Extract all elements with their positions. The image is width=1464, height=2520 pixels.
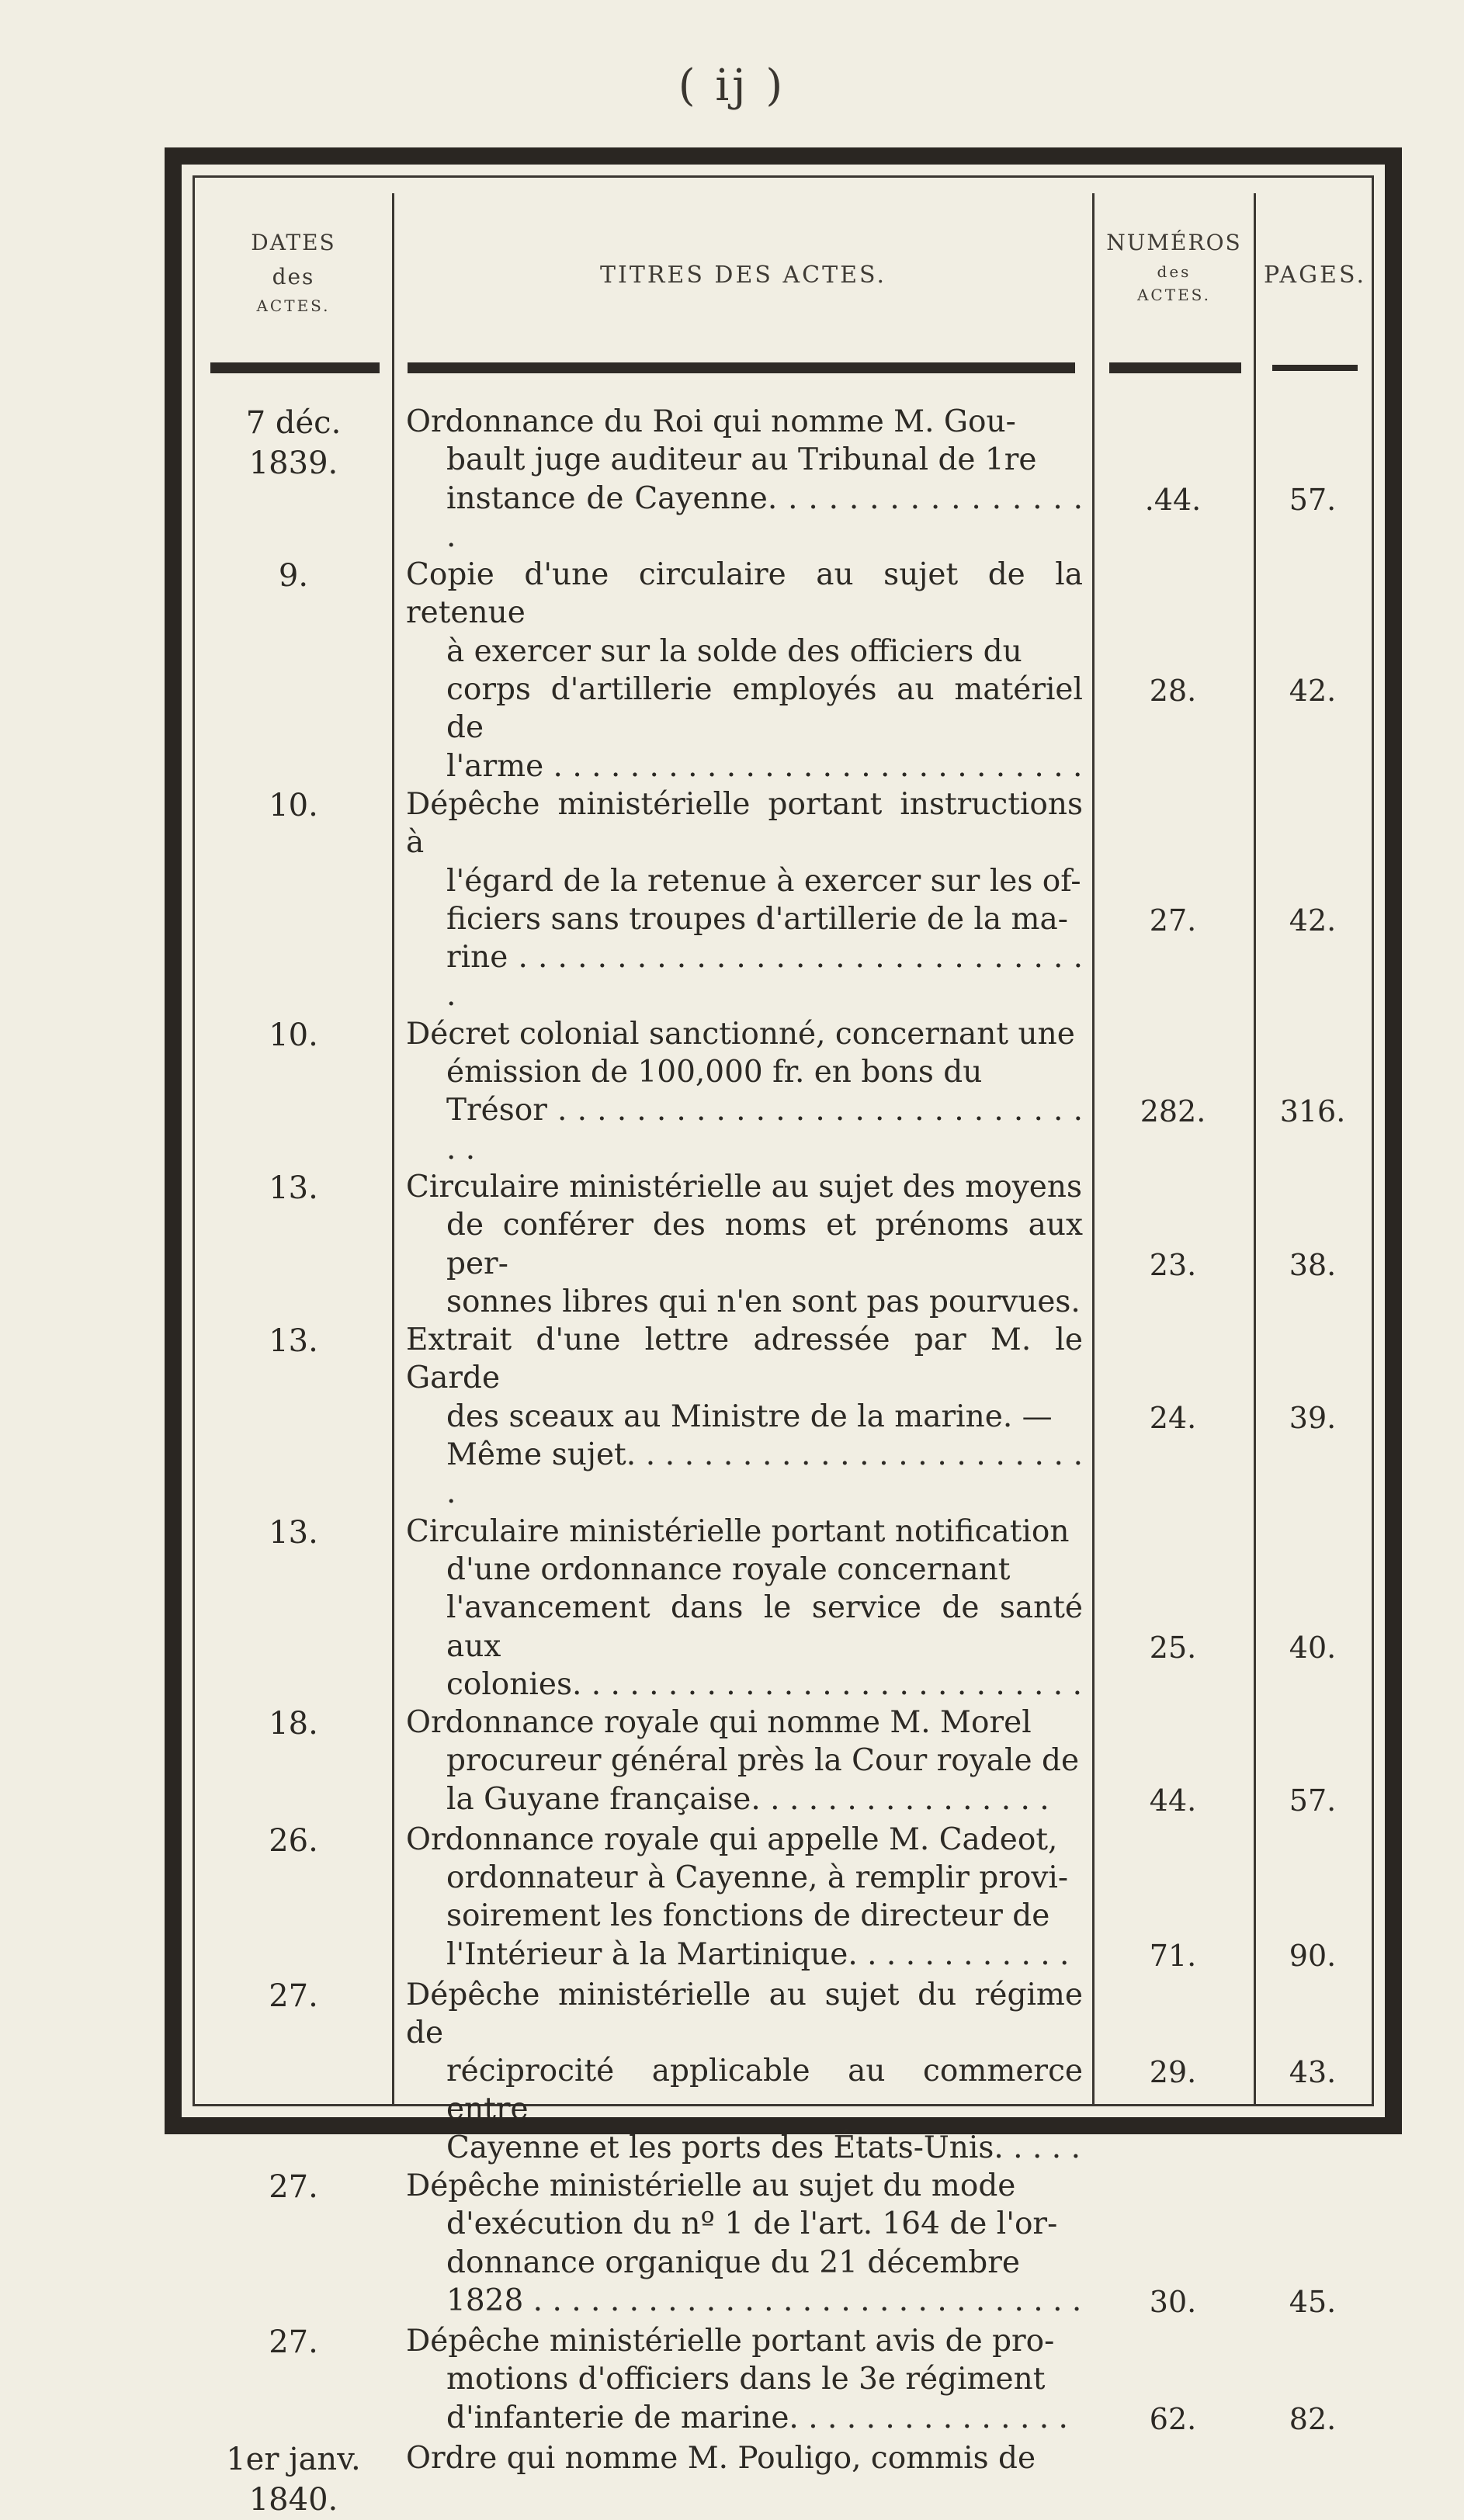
page-ref-value: 42.: [1289, 674, 1337, 709]
act-date: [195, 1015, 392, 1055]
act-date-line: 13.: [269, 1514, 318, 1551]
act-date: [195, 403, 392, 484]
act-title: [392, 1704, 1092, 1818]
act-title-line: Circulaire ministérielle portant notification: [406, 1513, 1070, 1549]
act-date-line: 7 déc.: [245, 405, 342, 441]
act-title-line: l'arme . . . . . . . . . . . . . . . . . . . . . . . . . . . .: [446, 748, 1083, 784]
header-dates-line: ACTES.: [256, 296, 331, 315]
act-date: [195, 1321, 392, 1361]
act-number-value: 30.: [1149, 2284, 1197, 2319]
act-title-line: Dépêche ministérielle portant instructions à: [406, 786, 1083, 861]
page-ref: [1254, 1976, 1372, 2093]
table-body: [195, 403, 1372, 2520]
act-number-value: .44.: [1144, 482, 1202, 517]
act-date-line: 1er janv.: [226, 2441, 361, 2477]
table-row: [195, 2439, 1372, 2520]
page-ref-value: 45.: [1289, 2284, 1337, 2319]
act-title-line: réciprocité applicable au commerce entre: [446, 2054, 1083, 2127]
act-number-value: 71.: [1149, 1938, 1197, 1973]
act-number: [1092, 1321, 1254, 1438]
act-date: [195, 1513, 392, 1553]
act-title: [392, 1513, 1092, 1704]
page-ref: [1254, 1015, 1372, 1132]
act-title-line: procureur général près la Cour royale de: [446, 1743, 1080, 1779]
page-ref-value: 38.: [1289, 1247, 1337, 1282]
act-title: [392, 1168, 1092, 1321]
page-ref: [1254, 2167, 1372, 2322]
table-row: [195, 1821, 1372, 1976]
act-title-line: Circulaire ministérielle au sujet des moyens: [406, 1169, 1082, 1205]
act-date-line: 13.: [269, 1323, 318, 1360]
header-dates-line: des: [272, 264, 315, 289]
table-row: [195, 1976, 1372, 2167]
act-number: [1092, 1513, 1254, 1668]
act-title: [392, 2322, 1092, 2437]
act-title-line: l'avancement dans le service de santé aux: [446, 1590, 1083, 1664]
table-inner: [193, 175, 1374, 2518]
act-date: [195, 2167, 392, 2207]
act-title-line: à exercer sur la solde des officiers du: [446, 633, 1022, 669]
page-ref: [1254, 785, 1372, 941]
act-number: [1092, 1168, 1254, 1285]
header-pages: [1256, 258, 1374, 293]
act-title-line: Ordre qui nomme M. Pouligo, commis de: [406, 2440, 1036, 2476]
act-title-line: Extrait d'une lettre adressée par M. le Garde: [406, 1322, 1083, 1396]
act-title-line: Même sujet. . . . . . . . . . . . . . . . . . . . . . . . .: [446, 1437, 1083, 1511]
act-title-line: d'infanterie de marine. . . . . . . . . . . . . . .: [446, 2400, 1068, 2435]
page-ref: [1254, 556, 1372, 711]
act-number: [1092, 2167, 1254, 2322]
act-title-line: de conférer des noms et prénoms aux per-: [446, 1208, 1083, 1281]
table-row: [195, 1168, 1372, 1321]
act-title-line: l'égard de la retenue à exercer sur les of-: [446, 863, 1081, 899]
table-row: [195, 403, 1372, 556]
table-row: [195, 1513, 1372, 1704]
act-title: [392, 785, 1092, 1015]
act-date-line: 27.: [269, 2169, 318, 2206]
header-dates: [195, 226, 392, 317]
header-separator: [408, 362, 1075, 373]
header-separator: [1109, 362, 1241, 373]
header-numeros-line: NUMÉROS: [1106, 230, 1242, 255]
act-title-line: motions d'officiers dans le 3e régiment: [446, 2362, 1046, 2397]
page-number: ( ij ): [678, 61, 786, 111]
act-title-line: l'Intérieur à la Martinique. . . . . . . . . . . .: [446, 1936, 1070, 1972]
act-number-value: 23.: [1149, 1247, 1197, 1282]
act-number: [1092, 785, 1254, 941]
act-number: [1092, 1704, 1254, 1821]
act-title-line: Cayenne et les ports des États-Unis. . . . .: [446, 2130, 1081, 2165]
page-ref: [1254, 1168, 1372, 1285]
header-separator: [210, 362, 380, 373]
act-title-line: colonies. . . . . . . . . . . . . . . . . . . . . . . . . . .: [446, 1666, 1082, 1702]
act-number-value: 282.: [1140, 1094, 1206, 1129]
act-title-line: émission de 100,000 fr. en bons du: [446, 1055, 983, 1090]
page-ref: [1254, 1321, 1372, 1438]
act-title-line: soirement les fonctions de directeur de: [446, 1898, 1050, 1934]
act-title: [392, 1821, 1092, 1974]
act-title-line: ficiers sans troupes d'artillerie de la ma-: [446, 901, 1068, 937]
page-ref-value: 42.: [1289, 903, 1337, 938]
act-title-line: la Guyane française. . . . . . . . . . . . . . . .: [446, 1781, 1049, 1817]
act-number-value: 44.: [1149, 1783, 1197, 1818]
act-title-line: Dépêche ministérielle au sujet du régime de: [406, 1977, 1083, 2050]
header-titres: [394, 258, 1092, 293]
act-number: [1092, 556, 1254, 711]
act-title-line: bault juge auditeur au Tribunal de 1re: [446, 442, 1037, 478]
table-row: [195, 2167, 1372, 2322]
header-separator: [1272, 365, 1358, 371]
act-number: [1092, 1821, 1254, 1976]
act-date-line: 10.: [269, 787, 318, 823]
page-ref-value: 39.: [1289, 1400, 1337, 1435]
act-title-line: donnance organique du 21 décembre: [446, 2244, 1021, 2280]
act-number: [1092, 1976, 1254, 2093]
act-title: [392, 1321, 1092, 1512]
act-number: [1092, 1015, 1254, 1132]
act-date: [195, 1976, 392, 2016]
act-title-line: Dépêche ministérielle au sujet du mode: [406, 2168, 1016, 2204]
act-title-line: d'exécution du nº 1 de l'art. 164 de l'or-: [446, 2206, 1058, 2242]
page-ref: [1254, 1704, 1372, 1821]
page-ref: [1254, 1513, 1372, 1668]
header-titres-label: TITRES DES ACTES.: [599, 262, 887, 289]
act-title: [392, 556, 1092, 785]
act-title-line: Trésor . . . . . . . . . . . . . . . . . . . . . . . . . . . . .: [446, 1093, 1083, 1166]
page-ref-value: 57.: [1289, 482, 1337, 517]
table-frame: [165, 147, 1402, 2518]
act-number-value: 62.: [1149, 2401, 1197, 2436]
act-date-line: 13.: [269, 1170, 318, 1206]
act-title-line: Décret colonial sanctionné, concernant une: [406, 1016, 1075, 1052]
page-ref: [1254, 1821, 1372, 1976]
page-ref-value: 40.: [1289, 1630, 1337, 1665]
act-date-line: 9.: [278, 558, 309, 594]
act-date: [195, 785, 392, 826]
act-date-line: 1840.: [248, 2481, 338, 2518]
act-number-value: 25.: [1149, 1630, 1197, 1665]
act-number-value: 27.: [1149, 903, 1197, 938]
page-ref-value: 90.: [1289, 1938, 1337, 1973]
act-date-line: 10.: [269, 1017, 318, 1053]
act-date-line: 18.: [269, 1706, 318, 1742]
act-title-line: Ordonnance royale qui nomme M. Morel: [406, 1705, 1032, 1741]
act-title: [392, 2167, 1092, 2320]
table-row: [195, 556, 1372, 785]
act-date: [195, 1704, 392, 1744]
act-title-line: Ordonnance royale qui appelle M. Cadeot,: [406, 1822, 1058, 1857]
act-number-value: 28.: [1149, 674, 1197, 709]
act-title-line: 1828 . . . . . . . . . . . . . . . . . . . . . . . . . . . . .: [446, 2283, 1082, 2318]
header-numeros-line: ACTES.: [1136, 286, 1212, 304]
act-title-line: rine . . . . . . . . . . . . . . . . . . . . . . . . . . . . . .: [446, 940, 1083, 1014]
header-numeros-line: des: [1157, 262, 1192, 281]
act-number-value: 24.: [1149, 1400, 1197, 1435]
act-date-line: 26.: [269, 1822, 318, 1859]
act-title-line: des sceaux au Ministre de la marine. —: [446, 1399, 1053, 1434]
act-date-line: 27.: [269, 1978, 318, 2014]
act-date: [195, 1168, 392, 1208]
act-title-line: Dépêche ministérielle portant avis de pro-: [406, 2323, 1055, 2359]
act-title-line: sonnes libres qui n'en sont pas pourvues.: [446, 1284, 1081, 1319]
act-title-line: corps d'artillerie employés au matériel de: [446, 672, 1083, 746]
act-number-value: 29.: [1149, 2055, 1197, 2090]
act-title: [392, 2439, 1092, 2477]
header-numeros: [1095, 226, 1254, 307]
act-date: [195, 2322, 392, 2362]
act-title: [392, 403, 1092, 556]
act-title: [392, 1015, 1092, 1168]
act-date-line: 27.: [269, 2324, 318, 2360]
page-ref: [1254, 403, 1372, 520]
page-ref: [1254, 2322, 1372, 2439]
act-date: [195, 2439, 392, 2520]
act-number: [1092, 403, 1254, 520]
act-title-line: d'une ordonnance royale concernant: [446, 1551, 1011, 1587]
table-row: [195, 1321, 1372, 1512]
page-ref-value: 43.: [1289, 2055, 1337, 2090]
act-title-line: Copie d'une circulaire au sujet de la retenue: [406, 557, 1083, 631]
page-ref-value: 82.: [1289, 2401, 1337, 2436]
act-date-line: 1839.: [248, 445, 338, 481]
table-row: [195, 785, 1372, 1015]
page-ref-value: 316.: [1279, 1094, 1346, 1129]
act-date: [195, 1821, 392, 1861]
act-title-line: ordonnateur à Cayenne, à remplir provi-: [446, 1860, 1069, 1895]
act-title: [392, 1976, 1092, 2167]
act-number: [1092, 2322, 1254, 2439]
act-date: [195, 556, 392, 596]
header-dates-line: DATES: [251, 230, 336, 255]
act-title-line: Ordonnance du Roi qui nomme M. Gou-: [406, 404, 1016, 439]
page-ref-value: 57.: [1289, 1783, 1337, 1818]
table-row: [195, 1704, 1372, 1821]
table-row: [195, 1015, 1372, 1168]
header-pages-label: PAGES.: [1264, 262, 1366, 289]
act-title-line: instance de Cayenne. . . . . . . . . . . . . . . . .: [446, 480, 1083, 554]
table-row: [195, 2322, 1372, 2439]
